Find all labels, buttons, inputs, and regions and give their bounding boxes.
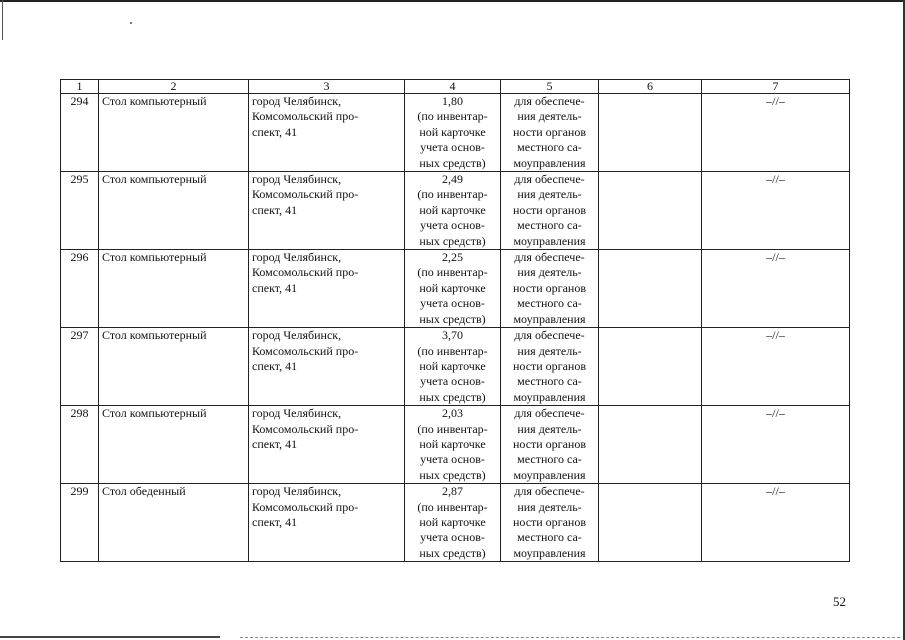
inventory-table	[60, 79, 850, 562]
purpose-cell-line: ности органов	[512, 436, 587, 451]
purpose-cell-line: для обеспече-	[514, 484, 585, 499]
purpose-cell-line: местного са-	[517, 140, 582, 155]
ditto-mark-cell: –//–	[702, 94, 850, 172]
value-cell-line: 1,80	[442, 94, 463, 108]
value-cell-line: 3,70	[442, 328, 463, 343]
purpose-cell-line: ния деятель-	[517, 499, 582, 514]
item-name-cell: Стол компьютерный	[99, 406, 249, 484]
value-cell-line: ных средств)	[419, 389, 486, 404]
scan-edge-bottom-dotted	[240, 636, 900, 638]
table-body	[61, 94, 850, 562]
purpose-cell-line: ности органов	[512, 124, 587, 139]
column-6-cell	[599, 328, 702, 406]
table-row	[61, 94, 850, 172]
row-number-cell: 296	[61, 250, 99, 328]
item-name-cell: Стол компьютерный	[99, 172, 249, 250]
address-cell-line: спект, 41	[252, 358, 298, 373]
scan-edge-bottom	[0, 636, 220, 638]
value-cell-line: ных средств)	[419, 467, 486, 482]
purpose-cell-line: местного са-	[517, 296, 582, 311]
value-cell-line: ных средств)	[419, 545, 486, 560]
value-cell	[405, 484, 501, 562]
item-name-cell: Стол компьютерный	[99, 94, 249, 172]
value-cell-line: учета основ-	[420, 374, 485, 389]
purpose-cell-line: ности органов	[512, 280, 587, 295]
value-cell-line: (по инвентар-	[417, 343, 488, 358]
value-cell-line: ной карточке	[419, 124, 486, 139]
table-row	[61, 172, 850, 250]
address-cell-line: спект, 41	[252, 514, 298, 529]
address-cell-line: спект, 41	[252, 280, 298, 295]
address-cell-line: спект, 41	[252, 124, 298, 139]
value-cell-line: учета основ-	[420, 218, 485, 233]
address-cell-line: Комсомольский про-	[252, 187, 359, 202]
purpose-cell-line: моуправления	[513, 389, 586, 404]
value-cell-line: ной карточке	[419, 436, 486, 451]
row-number-cell: 298	[61, 406, 99, 484]
value-cell-line: 2,87	[442, 484, 463, 499]
purpose-cell-line: местного са-	[517, 530, 582, 545]
value-cell-line: ной карточке	[419, 358, 486, 373]
purpose-cell-line: ния деятель-	[517, 187, 582, 202]
purpose-cell-line: ности органов	[512, 358, 587, 373]
address-cell-line: Комсомольский про-	[252, 499, 359, 514]
purpose-cell-line: ности органов	[512, 202, 587, 217]
value-cell-line: (по инвентар-	[417, 109, 488, 124]
purpose-cell-line: для обеспече-	[514, 172, 585, 187]
value-cell-line: учета основ-	[420, 296, 485, 311]
scan-edge-top	[0, 0, 905, 2]
purpose-cell	[501, 172, 599, 250]
column-6-cell	[599, 484, 702, 562]
address-cell-line: Комсомольский про-	[252, 343, 359, 358]
table-row	[61, 328, 850, 406]
value-cell	[405, 250, 501, 328]
address-cell-line: город Челябинск,	[252, 484, 342, 499]
header-col-3: 3	[249, 80, 405, 94]
value-cell-line: ных средств)	[419, 233, 486, 248]
address-cell-line: Комсомольский про-	[252, 421, 359, 436]
address-cell-line: город Челябинск,	[252, 250, 342, 265]
value-cell	[405, 328, 501, 406]
address-cell-line: город Челябинск,	[252, 172, 342, 187]
value-cell-line: (по инвентар-	[417, 421, 488, 436]
address-cell-line: Комсомольский про-	[252, 109, 359, 124]
row-number-cell: 299	[61, 484, 99, 562]
item-name-cell: Стол компьютерный	[99, 250, 249, 328]
row-number-cell: 294	[61, 94, 99, 172]
table-row	[61, 250, 850, 328]
address-cell	[249, 406, 405, 484]
purpose-cell-line: ности органов	[512, 514, 587, 529]
purpose-cell	[501, 328, 599, 406]
address-cell-line: Комсомольский про-	[252, 265, 359, 280]
address-cell-line: спект, 41	[252, 436, 298, 451]
header-col-5: 5	[501, 80, 599, 94]
address-cell	[249, 250, 405, 328]
column-6-cell	[599, 406, 702, 484]
value-cell	[405, 94, 501, 172]
value-cell-line: учета основ-	[420, 140, 485, 155]
purpose-cell-line: моуправления	[513, 545, 586, 560]
value-cell-line: (по инвентар-	[417, 499, 488, 514]
purpose-cell	[501, 94, 599, 172]
value-cell	[405, 406, 501, 484]
table-header-row	[61, 80, 850, 94]
purpose-cell-line: для обеспече-	[514, 94, 585, 108]
purpose-cell-line: для обеспече-	[514, 250, 585, 265]
scan-edge-left	[2, 0, 3, 40]
table-row	[61, 484, 850, 562]
purpose-cell-line: для обеспече-	[514, 406, 585, 421]
purpose-cell-line: ния деятель-	[517, 421, 582, 436]
value-cell-line: (по инвентар-	[417, 187, 488, 202]
value-cell-line: 2,49	[442, 172, 463, 187]
value-cell-line: ных средств)	[419, 155, 486, 170]
address-cell-line: город Челябинск,	[252, 406, 342, 421]
purpose-cell-line: ния деятель-	[517, 265, 582, 280]
purpose-cell-line: моуправления	[513, 233, 586, 248]
table-row	[61, 406, 850, 484]
value-cell-line: учета основ-	[420, 452, 485, 467]
ditto-mark-cell: –//–	[702, 484, 850, 562]
purpose-cell-line: для обеспече-	[514, 328, 585, 343]
address-cell-line: спект, 41	[252, 202, 298, 217]
purpose-cell-line: местного са-	[517, 218, 582, 233]
value-cell-line: ной карточке	[419, 280, 486, 295]
value-cell-line: 2,03	[442, 406, 463, 421]
address-cell	[249, 484, 405, 562]
item-name-cell: Стол компьютерный	[99, 328, 249, 406]
page-number: 52	[833, 594, 846, 609]
purpose-cell	[501, 406, 599, 484]
purpose-cell-line: местного са-	[517, 374, 582, 389]
address-cell-line: город Челябинск,	[252, 94, 342, 108]
address-cell	[249, 94, 405, 172]
address-cell	[249, 328, 405, 406]
ditto-mark-cell: –//–	[702, 406, 850, 484]
value-cell	[405, 172, 501, 250]
header-col-6: 6	[599, 80, 702, 94]
purpose-cell	[501, 250, 599, 328]
column-6-cell	[599, 94, 702, 172]
header-col-1: 1	[61, 80, 99, 94]
header-col-2: 2	[99, 80, 249, 94]
value-cell-line: учета основ-	[420, 530, 485, 545]
header-col-4: 4	[405, 80, 501, 94]
purpose-cell-line: местного са-	[517, 452, 582, 467]
ditto-mark-cell: –//–	[702, 172, 850, 250]
value-cell-line: ной карточке	[419, 514, 486, 529]
item-name-cell: Стол обеденный	[99, 484, 249, 562]
row-number-cell: 295	[61, 172, 99, 250]
header-col-7: 7	[702, 80, 850, 94]
scan-speck	[130, 22, 132, 24]
purpose-cell-line: моуправления	[513, 311, 586, 326]
purpose-cell-line: ния деятель-	[517, 109, 582, 124]
address-cell-line: город Челябинск,	[252, 328, 342, 343]
value-cell-line: 2,25	[442, 250, 463, 265]
value-cell-line: ной карточке	[419, 202, 486, 217]
purpose-cell-line: ния деятель-	[517, 343, 582, 358]
purpose-cell-line: моуправления	[513, 467, 586, 482]
ditto-mark-cell: –//–	[702, 328, 850, 406]
column-6-cell	[599, 250, 702, 328]
address-cell	[249, 172, 405, 250]
value-cell-line: (по инвентар-	[417, 265, 488, 280]
ditto-mark-cell: –//–	[702, 250, 850, 328]
purpose-cell	[501, 484, 599, 562]
purpose-cell-line: моуправления	[513, 155, 586, 170]
value-cell-line: ных средств)	[419, 311, 486, 326]
column-6-cell	[599, 172, 702, 250]
row-number-cell: 297	[61, 328, 99, 406]
